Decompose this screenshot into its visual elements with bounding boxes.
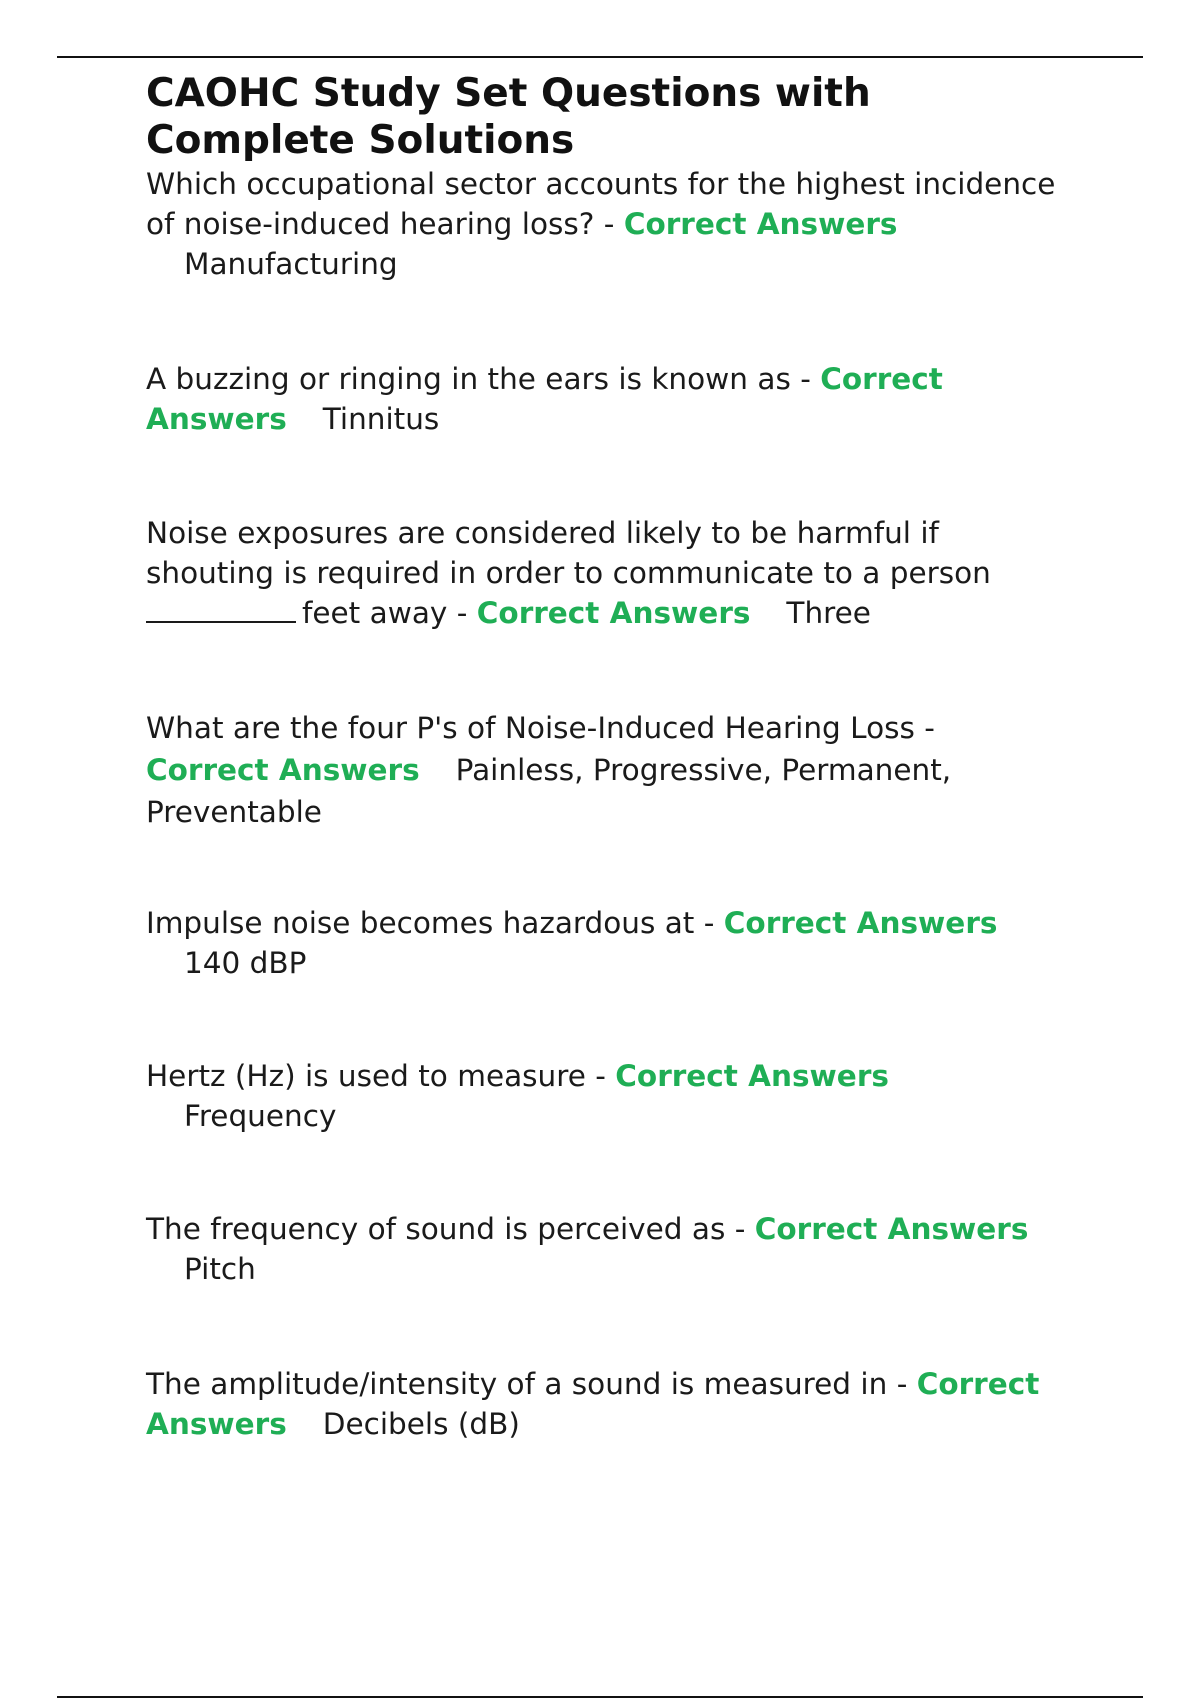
answer-text: Three: [786, 596, 871, 630]
correct-answers-label: Correct Answers: [476, 596, 751, 630]
separator: -: [447, 596, 477, 630]
separator: -: [914, 711, 935, 745]
document-title-line-1: CAOHC Study Set Questions with: [146, 71, 871, 116]
question-text: Impulse noise becomes hazardous at: [146, 906, 695, 940]
answer-text: Decibels (dB): [322, 1407, 520, 1441]
answer-text: Painless, Progressive, Permanent, Preventable: [146, 753, 952, 829]
document-body: [146, 70, 1086, 1444]
question-text: What are the four P's of Noise-Induced Hearing Loss: [146, 711, 915, 745]
separator: -: [887, 1367, 917, 1401]
answer-text: 140 dBP: [184, 946, 307, 980]
qa-item-3: [146, 513, 1046, 633]
question-text: The frequency of sound is perceived as: [146, 1212, 726, 1246]
question-text: The amplitude/intensity of a sound is measured in: [146, 1367, 888, 1401]
question-text: Hertz (Hz) is used to measure: [146, 1059, 586, 1093]
question-text-continued: feet away: [302, 596, 448, 630]
document-title: [146, 70, 1086, 164]
qa-item-7: [146, 1209, 1086, 1289]
answer-text: Pitch: [184, 1252, 256, 1286]
top-rule: [57, 56, 1143, 58]
bottom-rule: [57, 1696, 1143, 1698]
answer-text: Tinnitus: [322, 402, 440, 436]
separator: -: [594, 207, 624, 241]
question-text: Noise exposures are considered likely to be harmful if shouting is required in order to communicate to a person: [146, 516, 991, 590]
correct-answers-label: Correct Answers: [723, 906, 998, 940]
question-text: A buzzing or ringing in the ears is known as: [146, 362, 791, 396]
qa-item-5: [146, 903, 1086, 983]
answer-text: Frequency: [184, 1099, 337, 1133]
qa-item-6: [146, 1056, 1086, 1136]
correct-answers-label: Correct Answers: [146, 1367, 1040, 1441]
question-text: Which occupational sector accounts for the highest incidence of noise-induced hearing loss?: [146, 167, 1056, 241]
qa-item-8: [146, 1364, 1086, 1444]
qa-item-4: [146, 707, 1016, 833]
document-title-line-2: Complete Solutions: [146, 118, 575, 163]
separator: -: [790, 362, 821, 396]
separator: -: [725, 1212, 755, 1246]
correct-answers-label: Correct Answers: [146, 753, 420, 787]
qa-item-1: [146, 164, 1086, 284]
correct-answers-label: Correct Answers: [754, 1212, 1029, 1246]
separator: -: [694, 906, 724, 940]
answer-text: Manufacturing: [184, 247, 398, 281]
qa-item-2: [146, 359, 986, 439]
correct-answers-label: Correct Answers: [146, 362, 943, 436]
separator: -: [585, 1059, 616, 1093]
fill-in-blank: [146, 620, 296, 623]
correct-answers-label: Correct Answers: [623, 207, 898, 241]
correct-answers-label: Correct Answers: [615, 1059, 889, 1093]
